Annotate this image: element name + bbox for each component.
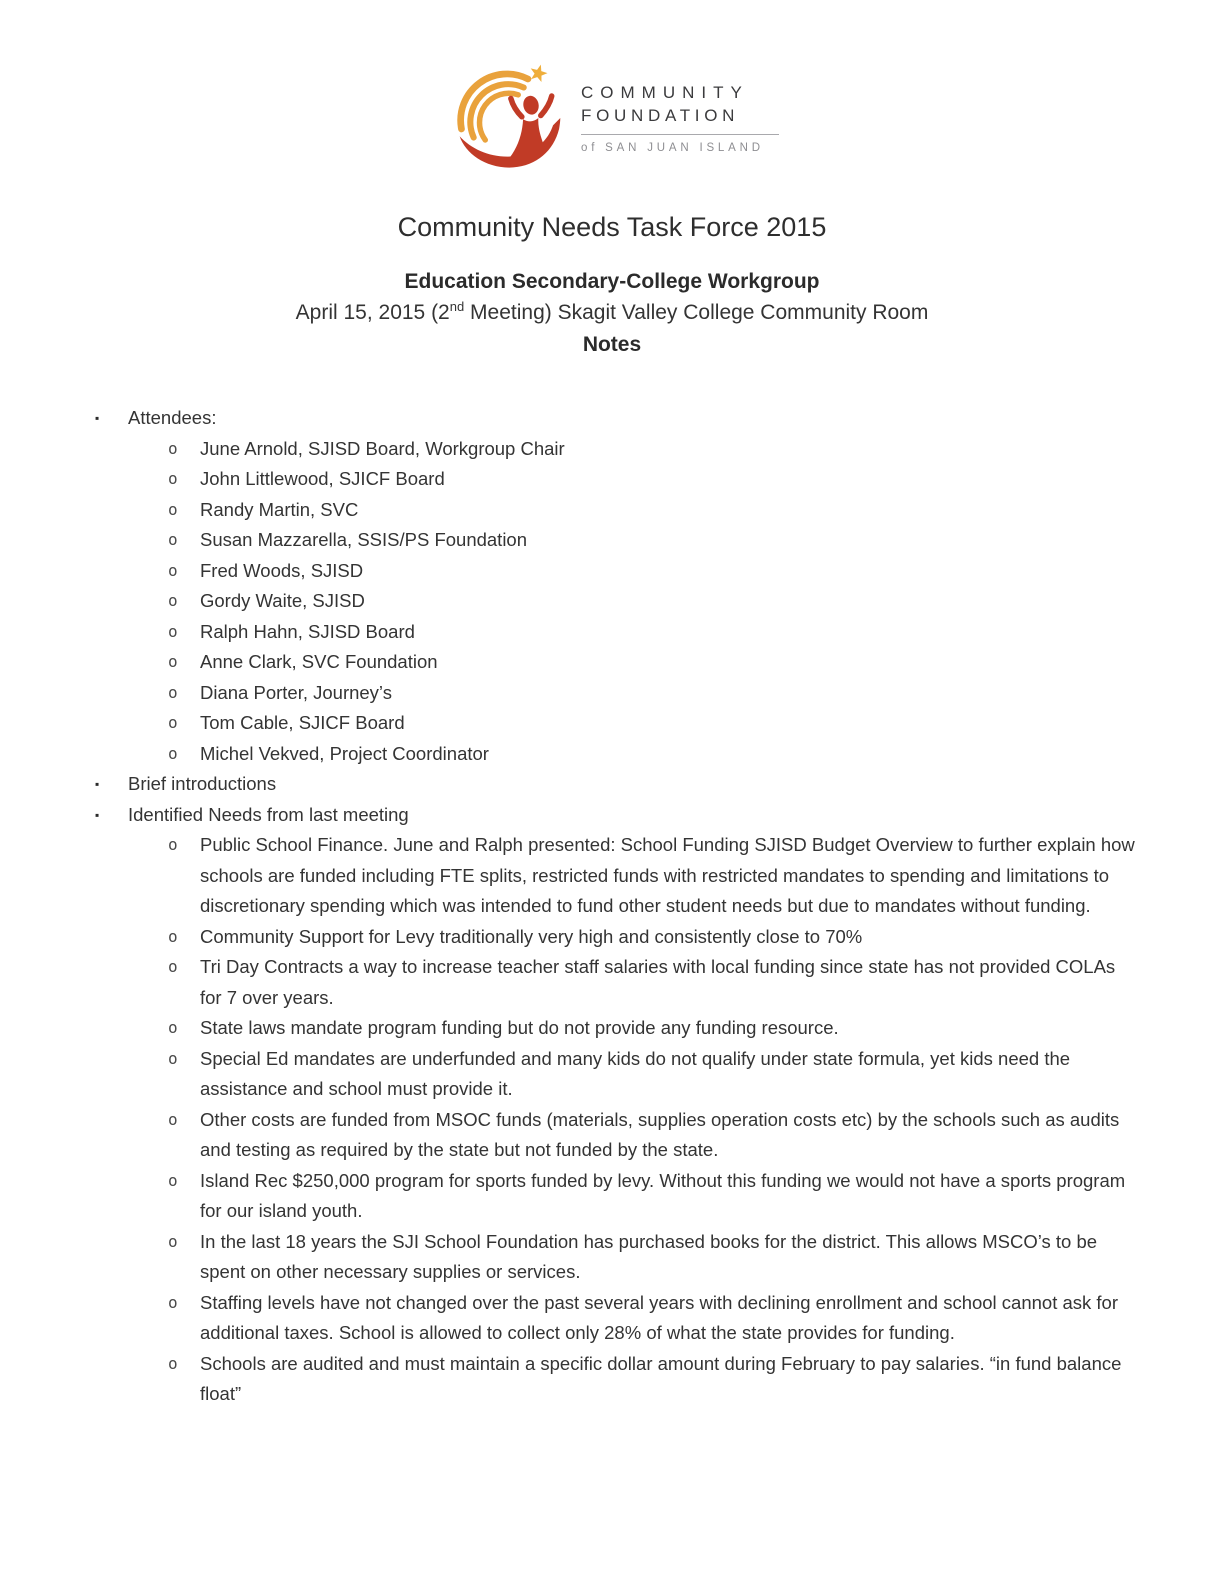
- list-item-text: Tom Cable, SJICF Board: [200, 712, 405, 733]
- list-item-attendees: [95, 403, 1137, 434]
- list-item-text: Gordy Waite, SJISD: [200, 590, 365, 611]
- list-item-text: Randy Martin, SVC: [200, 498, 359, 520]
- circle-bullet-icon: o: [168, 682, 178, 702]
- circle-bullet-icon: o: [168, 926, 178, 946]
- list-item-text: Fred Woods, SJISD: [200, 559, 364, 581]
- date-prefix: April 15, 2015 (2: [295, 301, 450, 324]
- date-suffix: Meeting) Skagit Valley College Community Room: [464, 301, 929, 324]
- circle-bullet-icon: o: [168, 1292, 178, 1312]
- circle-bullet-icon: o: [168, 1109, 178, 1129]
- square-bullet-icon: ▪: [95, 777, 100, 791]
- list-item: [168, 1349, 1137, 1410]
- circle-bullet-icon: o: [168, 469, 178, 488]
- list-item-identified-needs: [95, 800, 1137, 831]
- list-item: [168, 1227, 1137, 1288]
- list-item: [168, 952, 1137, 1013]
- list-item: [168, 586, 1137, 617]
- circle-bullet-icon: o: [168, 499, 178, 519]
- list-item-text: Tri Day Contracts a way to increase teacher staff salaries with local funding since state has not provided COLAs for 7 over years.: [200, 956, 1116, 1008]
- circle-bullet-icon: o: [168, 438, 178, 458]
- circle-bullet-icon: o: [168, 652, 178, 671]
- community-foundation-logo: [0, 0, 1224, 180]
- list-item: [168, 1044, 1137, 1105]
- list-item-text: Susan Mazzarella, SSIS/PS Foundation: [200, 529, 528, 550]
- notes-heading: Notes: [582, 333, 642, 356]
- list-item: [168, 495, 1137, 526]
- list-item: [168, 556, 1137, 587]
- list-item: [168, 1105, 1137, 1166]
- list-item-text: John Littlewood, SJICF Board: [200, 468, 445, 489]
- list-item-text: Other costs are funded from MSOC funds (materials, supplies operation costs etc) by the schools such as audits and testing as required by the state but not funded by the state.: [200, 1108, 1120, 1160]
- list-item: [168, 678, 1137, 709]
- date-ordinal-superscript: nd: [449, 299, 465, 314]
- circle-bullet-icon: o: [168, 591, 178, 610]
- square-bullet-icon: ▪: [95, 807, 100, 822]
- list-item-text: Identified Needs from last meeting: [128, 803, 409, 825]
- list-item-text: Ralph Hahn, SJISD Board: [200, 620, 415, 642]
- logo-line-community: COMMUNITY: [581, 82, 749, 102]
- workgroup-subtitle: Education Secondary-College Workgroup: [404, 270, 820, 293]
- circle-bullet-icon: o: [168, 621, 178, 641]
- circle-bullet-icon: o: [168, 713, 178, 732]
- list-item-text: Michel Vekved, Project Coordinator: [200, 742, 489, 764]
- list-item: [168, 708, 1137, 739]
- list-item-text: Attendees:: [128, 407, 217, 428]
- logo-divider: [581, 134, 779, 135]
- list-item-text: Schools are audited and must maintain a specific dollar amount during February to pay salaries. “in fund balance float”: [200, 1352, 1122, 1404]
- circle-bullet-icon: o: [168, 957, 178, 976]
- page-title: Community Needs Task Force 2015: [397, 212, 827, 242]
- list-item-text: Diana Porter, Journey’s: [200, 681, 392, 703]
- list-item-text: Anne Clark, SVC Foundation: [200, 651, 438, 672]
- logo-line-foundation: FOUNDATION: [581, 105, 740, 125]
- circle-bullet-icon: o: [168, 530, 178, 549]
- list-item-text: June Arnold, SJISD Board, Workgroup Chair: [200, 437, 565, 459]
- list-item: [168, 525, 1137, 556]
- list-item: [168, 464, 1137, 495]
- list-item-text: Staffing levels have not changed over the past several years with declining enrollment and school cannot ask for additional taxes. School is allowed to collect only 28% of what the state provides for funding.: [200, 1291, 1119, 1343]
- list-item: [168, 1166, 1137, 1227]
- square-bullet-icon: ▪: [95, 411, 100, 425]
- circle-bullet-icon: o: [168, 560, 178, 580]
- circle-bullet-icon: o: [168, 1170, 178, 1190]
- list-item-brief-introductions: [95, 769, 1137, 800]
- list-item: [168, 647, 1137, 678]
- circle-bullet-icon: o: [168, 835, 178, 854]
- circle-bullet-icon: o: [168, 1353, 178, 1373]
- list-item-text: State laws mandate program funding but do not provide any funding resource.: [200, 1017, 839, 1038]
- logo-tagline: of SAN JUAN ISLAND: [581, 141, 764, 154]
- list-item: [168, 1288, 1137, 1349]
- list-item-text: In the last 18 years the SJI School Foundation has purchased books for the district. This allows MSCO’s to be spent on other necessary supplies or services.: [200, 1230, 1098, 1282]
- list-item-text: Island Rec $250,000 program for sports funded by levy. Without this funding we would not have a sports program for our island youth.: [200, 1169, 1126, 1221]
- list-item-text: Public School Finance. June and Ralph presented: School Funding SJISD Budget Overview to further explain how schools are funded including FTE splits, restricted funds with restricted mandates to spending and limitations to discretionary spending which was intended to fund other student needs but due to mandates without funding.: [200, 834, 1135, 916]
- list-item: [168, 434, 1137, 465]
- list-item: [168, 830, 1137, 922]
- list-item: [168, 922, 1137, 953]
- meeting-dateline: [0, 299, 1224, 327]
- list-item-text: Community Support for Levy traditionally very high and consistently close to 70%: [200, 925, 863, 947]
- list-item: [168, 617, 1137, 648]
- list-item: [168, 1013, 1137, 1044]
- meeting-notes-outline: [95, 403, 1137, 1410]
- community-foundation-logo-icon: [445, 56, 567, 180]
- list-item-text: Special Ed mandates are underfunded and many kids do not qualify under state formula, yet kids need the assistance and school must provide it.: [200, 1047, 1071, 1099]
- logo-wordmark: [581, 82, 779, 155]
- list-item: [168, 739, 1137, 770]
- list-item-text: Brief introductions: [128, 773, 277, 794]
- circle-bullet-icon: o: [168, 1231, 178, 1251]
- circle-bullet-icon: o: [168, 743, 178, 763]
- circle-bullet-icon: o: [168, 1048, 178, 1068]
- circle-bullet-icon: o: [168, 1018, 178, 1037]
